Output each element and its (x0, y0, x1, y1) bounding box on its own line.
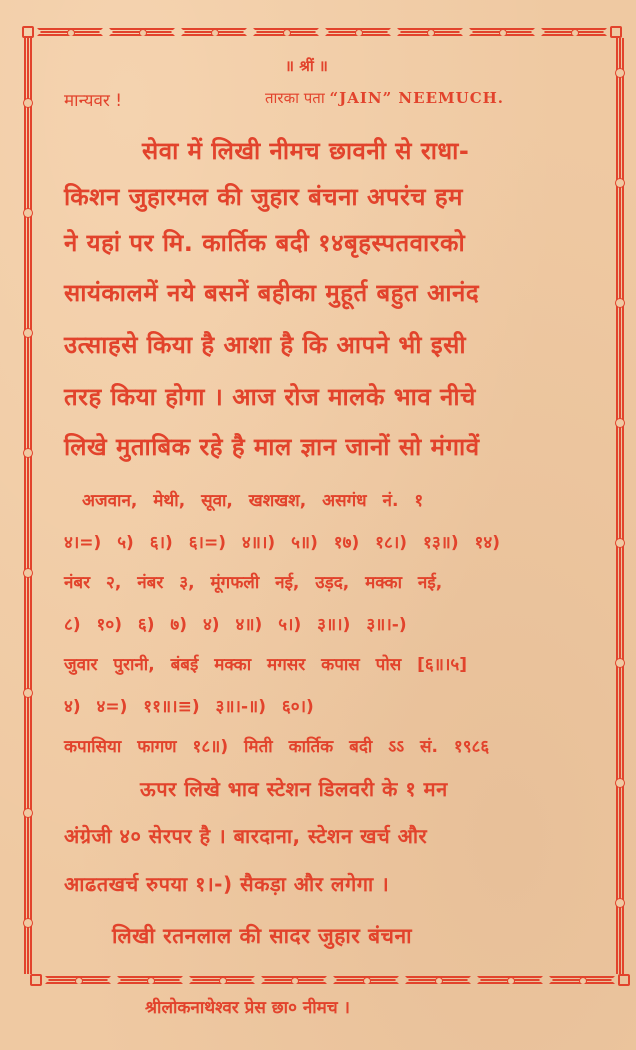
border-corner-icon (610, 26, 622, 38)
commodity-names-row: जुवार पुरानी, बंबई मक्का मगसर कपास पोस [६॥।५] (64, 655, 467, 675)
border-corner-icon (22, 26, 34, 38)
border-corner-icon (30, 974, 42, 986)
body-line: किशन जुहारमल की जुहार बंचना अपरंच हम (64, 183, 463, 211)
border-corner-icon (618, 974, 630, 986)
commodity-prices-row: ४) ४=) ११॥।≡) ३॥।-॥) ६०।) (64, 697, 314, 717)
closing-line: आढतखर्च रुपया १।-) सैकड़ा और लगेगा । (64, 872, 390, 896)
telegraph-label: तारका पता (265, 89, 325, 107)
ornamental-border-bottom (30, 974, 630, 986)
printer-credit: श्रीलोकनाथेश्वर प्रेस छा० नीमच । (145, 998, 350, 1018)
body-line: तरह किया होगा । आज रोज मालके भाव नीचे (64, 383, 476, 411)
commodity-names-row: अजवान, मेथी, सूवा, खशखश, असगंध नं. १ (82, 491, 424, 511)
ornamental-border-right (616, 38, 624, 974)
closing-line: ऊपर लिखे भाव स्टेशन डिलवरी के १ मन (140, 777, 448, 801)
body-line: सायंकालमें नये बसनें बहीका मुहूर्त बहुत आनंद (64, 279, 480, 307)
closing-line: अंग्रेजी ४० सेरपर है । बारदाना, स्टेशन खर्च और (64, 824, 428, 848)
invocation-heading: ॥ श्रीं ॥ (285, 57, 328, 75)
salutation: मान्यवर ! (64, 91, 123, 111)
ornamental-border-left (24, 38, 32, 974)
commodity-prices-row: ४।=) ५) ६।) ६।=) ४॥।) ५॥) १७) १८।) १३॥) १४) (64, 533, 500, 553)
commodity-names-row: नंबर २, नंबर ३, मूंगफली नई, उड़द, मक्का नई, (64, 573, 443, 593)
ornamental-border-top (22, 26, 622, 38)
body-line: सेवा में लिखी नीमच छावनी से राधा- (142, 137, 470, 165)
body-line: उत्साहसे किया है आशा है कि आपने भी इसी (64, 331, 467, 359)
body-line: लिखे मुताबिक रहे है माल ज्ञान जानों सो मंगावें (64, 433, 480, 461)
commodity-prices-row: ८) १०) ६) ७) ४) ४॥) ५।) ३॥।) ३॥।-) (64, 615, 407, 635)
date-line: कपासिया फागण १८॥) मिती कार्तिक बदी ऽऽ सं. १९८६ (64, 737, 490, 757)
telegraph-address (265, 88, 504, 108)
body-line: ने यहां पर मि. कार्तिक बदी १४बृहस्पतवारको (64, 229, 466, 257)
telegraph-code: “JAIN” NEEMUCH. (329, 89, 505, 107)
signature-line: लिखी रतनलाल की सादर जुहार बंचना (112, 924, 413, 948)
